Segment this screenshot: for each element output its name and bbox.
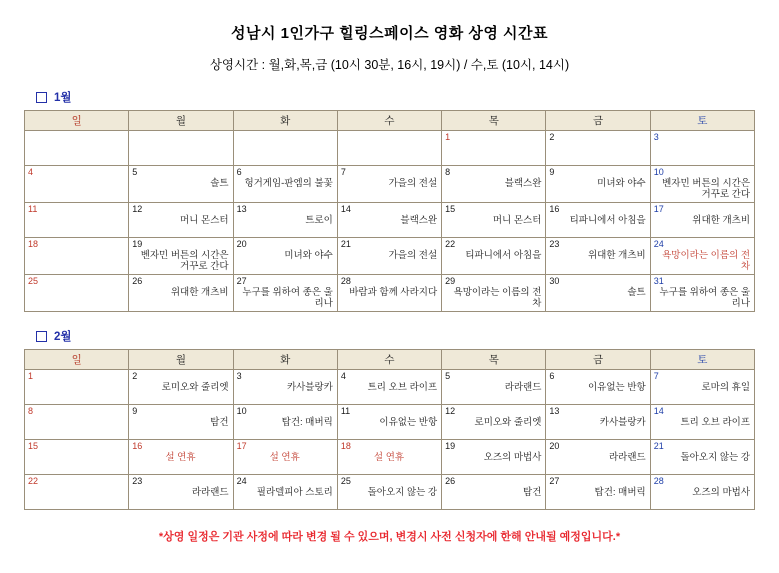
day-number: 1 xyxy=(28,371,34,381)
film-title: 로미오와 줄리엣 xyxy=(474,417,542,428)
day-number: 12 xyxy=(132,204,143,214)
calendar-body-february xyxy=(25,370,755,510)
calendar-day-cell xyxy=(546,440,650,475)
day-number: 5 xyxy=(132,167,138,177)
film-title: 욕망이라는 이름의 전차 xyxy=(662,250,750,272)
calendar-week-row xyxy=(25,405,755,440)
weekday-header-fri: 금 xyxy=(546,350,650,370)
day-number: 24 xyxy=(236,476,247,486)
month-label: 2월 xyxy=(54,331,72,343)
day-number: 6 xyxy=(549,371,555,381)
calendar-day-cell xyxy=(650,203,754,238)
day-number: 3 xyxy=(653,132,659,142)
calendar-week-row xyxy=(25,238,755,275)
day-number: 25 xyxy=(340,476,351,486)
film-title: 탐건 xyxy=(523,487,542,498)
calendar-day-cell xyxy=(442,203,546,238)
calendar-week-row xyxy=(25,370,755,405)
film-title: 누구를 위하여 종은 울리나 xyxy=(659,287,750,309)
film-title: 라라랜드 xyxy=(191,487,229,498)
day-number: 13 xyxy=(236,204,247,214)
film-title: 블랙스완 xyxy=(504,178,542,189)
calendar-day-cell xyxy=(25,166,129,203)
day-number: 20 xyxy=(549,441,560,451)
calendar-day-cell xyxy=(129,440,233,475)
day-number: 14 xyxy=(653,406,664,416)
calendar-day-cell xyxy=(650,131,754,166)
film-title: 돌아오지 않는 강 xyxy=(680,452,750,463)
calendar-day-cell xyxy=(233,238,337,275)
calendar-day-cell xyxy=(546,238,650,275)
film-title: 라라랜드 xyxy=(608,452,646,463)
film-title: 탐건 xyxy=(210,417,229,428)
film-title: 티파니에서 아침을 xyxy=(569,215,646,226)
calendar-day-cell xyxy=(25,475,129,510)
calendar-day-cell xyxy=(233,166,337,203)
calendar-day-cell xyxy=(546,275,650,312)
day-number: 3 xyxy=(236,371,242,381)
film-title: 트리 오브 라이프 xyxy=(367,382,438,393)
page-subtitle: 상영시간 : 월,화,목,금 (10시 30분, 16시, 19시) / 수,토 (10시, 14시) xyxy=(209,58,570,72)
day-number: 31 xyxy=(653,276,664,286)
day-number: 6 xyxy=(236,167,242,177)
calendar-day-cell xyxy=(650,475,754,510)
weekday-header-fri: 금 xyxy=(546,111,650,131)
film-title: 벤자민 버튼의 시간은 거꾸로 간다 xyxy=(662,178,750,200)
weekday-header-tue: 화 xyxy=(233,350,337,370)
day-number: 16 xyxy=(132,441,143,451)
calendar-empty-cell xyxy=(25,131,129,166)
day-number: 17 xyxy=(236,441,247,451)
day-number: 30 xyxy=(549,276,560,286)
calendar-day-cell xyxy=(337,203,441,238)
film-title: 벤자민 버튼의 시간은 거꾸로 간다 xyxy=(140,250,229,272)
weekday-header-mon: 월 xyxy=(129,111,233,131)
day-number: 28 xyxy=(653,476,664,486)
film-title: 티파니에서 아침을 xyxy=(465,250,542,261)
day-number: 4 xyxy=(28,167,34,177)
month-header-february xyxy=(24,328,755,344)
day-number: 22 xyxy=(28,476,39,486)
calendar-day-cell xyxy=(129,275,233,312)
calendar-day-cell xyxy=(129,475,233,510)
calendar-week-row xyxy=(25,166,755,203)
film-title: 설 연휴 xyxy=(373,452,405,463)
calendar-table-february xyxy=(24,349,755,510)
calendar-day-cell xyxy=(337,405,441,440)
calendar-day-cell xyxy=(650,405,754,440)
calendar-day-cell xyxy=(442,370,546,405)
calendar-day-cell xyxy=(442,275,546,312)
film-title: 탑건: 매버릭 xyxy=(594,487,646,498)
calendar-empty-cell xyxy=(337,131,441,166)
film-title: 카사블랑카 xyxy=(599,417,646,428)
day-number: 2 xyxy=(132,371,138,381)
day-number: 9 xyxy=(132,406,138,416)
film-title: 욕망이라는 이름의 전차 xyxy=(453,287,542,309)
calendar-day-cell xyxy=(546,370,650,405)
day-number: 16 xyxy=(549,204,560,214)
film-title: 오즈의 마법사 xyxy=(692,487,750,498)
calendar-day-cell xyxy=(442,475,546,510)
day-number: 11 xyxy=(340,406,351,416)
day-number: 23 xyxy=(549,239,560,249)
day-number: 13 xyxy=(549,406,560,416)
calendar-day-cell xyxy=(129,203,233,238)
day-number: 10 xyxy=(653,167,664,177)
calendar-day-cell xyxy=(650,370,754,405)
day-number: 17 xyxy=(653,204,664,214)
weekday-header-thu: 목 xyxy=(442,111,546,131)
day-number: 20 xyxy=(236,239,247,249)
day-number: 27 xyxy=(236,276,247,286)
film-title: 바람과 함께 사라지다 xyxy=(349,287,438,298)
calendar-day-cell xyxy=(129,166,233,203)
day-number: 10 xyxy=(236,406,247,416)
day-number: 9 xyxy=(549,167,555,177)
calendar-day-cell xyxy=(233,475,337,510)
checkbox-icon xyxy=(36,331,47,342)
calendar-day-cell xyxy=(337,475,441,510)
film-title: 설 연휴 xyxy=(165,452,196,463)
calendar-day-cell xyxy=(650,275,754,312)
day-number: 18 xyxy=(340,441,351,451)
calendar-day-cell xyxy=(546,166,650,203)
film-title: 카사블랑카 xyxy=(286,382,333,393)
calendar-week-row xyxy=(25,203,755,238)
calendar-day-cell xyxy=(233,405,337,440)
calendar-day-cell xyxy=(25,405,129,440)
film-title: 머니 몬스터 xyxy=(180,215,229,226)
calendar-day-cell xyxy=(442,131,546,166)
calendar-day-cell xyxy=(650,238,754,275)
day-number: 18 xyxy=(28,239,39,249)
weekday-header-mon: 월 xyxy=(129,350,233,370)
film-title: 미녀와 야수 xyxy=(284,250,333,261)
calendar-day-cell xyxy=(129,405,233,440)
film-title: 머니 몬스터 xyxy=(492,215,542,226)
weekday-header-thu: 목 xyxy=(442,350,546,370)
day-number: 21 xyxy=(653,441,664,451)
calendar-day-cell xyxy=(129,238,233,275)
checkbox-icon xyxy=(36,92,47,103)
film-title: 돌아오지 않는 강 xyxy=(367,487,438,498)
calendar-day-cell xyxy=(337,370,441,405)
calendar-week-row xyxy=(25,275,755,312)
calendar-day-cell xyxy=(25,203,129,238)
schedule-page xyxy=(0,22,779,573)
film-title: 블랙스완 xyxy=(400,215,438,226)
film-title: 가을의 전설 xyxy=(388,250,438,261)
day-number: 23 xyxy=(132,476,143,486)
calendar-day-cell xyxy=(650,166,754,203)
day-number: 1 xyxy=(445,132,451,142)
weekday-header-wed: 수 xyxy=(337,111,441,131)
calendar-week-row xyxy=(25,131,755,166)
day-number: 29 xyxy=(445,276,456,286)
film-title: 오즈의 마법사 xyxy=(483,452,542,463)
film-title: 가을의 전설 xyxy=(388,178,438,189)
calendar-day-cell xyxy=(129,370,233,405)
calendar-day-cell xyxy=(233,203,337,238)
film-title: 헝거게임-판엠의 불꽃 xyxy=(244,178,333,189)
day-number: 4 xyxy=(340,371,346,381)
calendar-day-cell xyxy=(442,238,546,275)
film-title: 로미오와 줄리엣 xyxy=(161,382,229,393)
weekday-header-sun: 일 xyxy=(25,350,129,370)
calendar-day-cell xyxy=(337,238,441,275)
day-number: 14 xyxy=(340,204,351,214)
calendar-day-cell xyxy=(546,405,650,440)
day-number: 7 xyxy=(340,167,346,177)
film-title: 미녀와 야수 xyxy=(597,178,646,189)
film-title: 트리 오브 라이프 xyxy=(680,417,750,428)
calendar-day-cell xyxy=(233,370,337,405)
weekday-header-sun: 일 xyxy=(25,111,129,131)
month-label: 1월 xyxy=(54,92,72,104)
calendar-day-cell xyxy=(25,440,129,475)
calendar-day-cell xyxy=(337,440,441,475)
day-number: 8 xyxy=(445,167,451,177)
calendar-day-cell xyxy=(233,275,337,312)
film-title: 설 연휴 xyxy=(269,452,300,463)
day-number: 26 xyxy=(132,276,143,286)
day-number: 11 xyxy=(28,204,38,214)
day-number: 25 xyxy=(28,276,39,286)
calendar-day-cell xyxy=(546,475,650,510)
page-title: 성남시 1인가구 힐링스페이스 영화 상영 시간표 xyxy=(231,25,548,42)
day-number: 7 xyxy=(653,371,659,381)
day-number: 26 xyxy=(445,476,456,486)
day-number: 24 xyxy=(653,239,664,249)
film-title: 위대한 개츠비 xyxy=(170,287,229,298)
calendar-day-cell xyxy=(25,275,129,312)
calendar-day-cell xyxy=(337,166,441,203)
calendar-day-cell xyxy=(337,275,441,312)
calendar-day-cell xyxy=(25,370,129,405)
film-title: 위대한 개츠비 xyxy=(692,215,750,226)
day-number: 27 xyxy=(549,476,560,486)
calendar-day-cell xyxy=(546,203,650,238)
weekday-header-sat: 토 xyxy=(650,350,754,370)
film-title: 이유없는 반항 xyxy=(587,382,646,393)
calendar-day-cell xyxy=(650,440,754,475)
day-number: 21 xyxy=(340,239,351,249)
film-title: 필라델피아 스토리 xyxy=(256,487,333,498)
day-number: 28 xyxy=(340,276,351,286)
film-title: 솔트 xyxy=(627,287,646,298)
film-title: 트로이 xyxy=(305,215,333,226)
film-title: 솔트 xyxy=(210,178,229,189)
day-number: 15 xyxy=(445,204,456,214)
day-number: 19 xyxy=(132,239,143,249)
weekday-header-tue: 화 xyxy=(233,111,337,131)
calendar-table-january xyxy=(24,110,755,312)
day-number: 2 xyxy=(549,132,555,142)
day-number: 19 xyxy=(445,441,456,451)
calendar-week-row xyxy=(25,440,755,475)
calendar-day-cell xyxy=(442,440,546,475)
day-number: 5 xyxy=(445,371,451,381)
film-title: 이유없는 반항 xyxy=(379,417,438,428)
calendar-header-row-february xyxy=(25,350,755,370)
month-header-january xyxy=(24,89,755,105)
day-number: 22 xyxy=(445,239,456,249)
calendar-day-cell xyxy=(442,405,546,440)
calendar-empty-cell xyxy=(129,131,233,166)
film-title: 탑건: 매버릭 xyxy=(281,417,333,428)
calendar-day-cell xyxy=(25,238,129,275)
weekday-header-wed: 수 xyxy=(337,350,441,370)
calendar-day-cell xyxy=(233,440,337,475)
day-number: 12 xyxy=(445,406,456,416)
day-number: 15 xyxy=(28,441,39,451)
film-title: 위대한 개츠비 xyxy=(587,250,646,261)
calendar-header-row-january xyxy=(25,111,755,131)
calendar-day-cell xyxy=(546,131,650,166)
weekday-header-sat: 토 xyxy=(650,111,754,131)
footnote: *상영 일정은 기관 사정에 따라 변경 될 수 있으며, 변경시 사전 신청자에 한해 안내될 예정입니다.* xyxy=(158,531,621,543)
calendar-empty-cell xyxy=(233,131,337,166)
film-title: 로마의 휴일 xyxy=(701,382,750,393)
calendar-body-january xyxy=(25,131,755,312)
film-title: 라라랜드 xyxy=(504,382,542,393)
day-number: 8 xyxy=(28,406,34,416)
film-title: 누구를 위하여 종은 울리나 xyxy=(242,287,333,309)
calendar-day-cell xyxy=(442,166,546,203)
calendar-week-row xyxy=(25,475,755,510)
